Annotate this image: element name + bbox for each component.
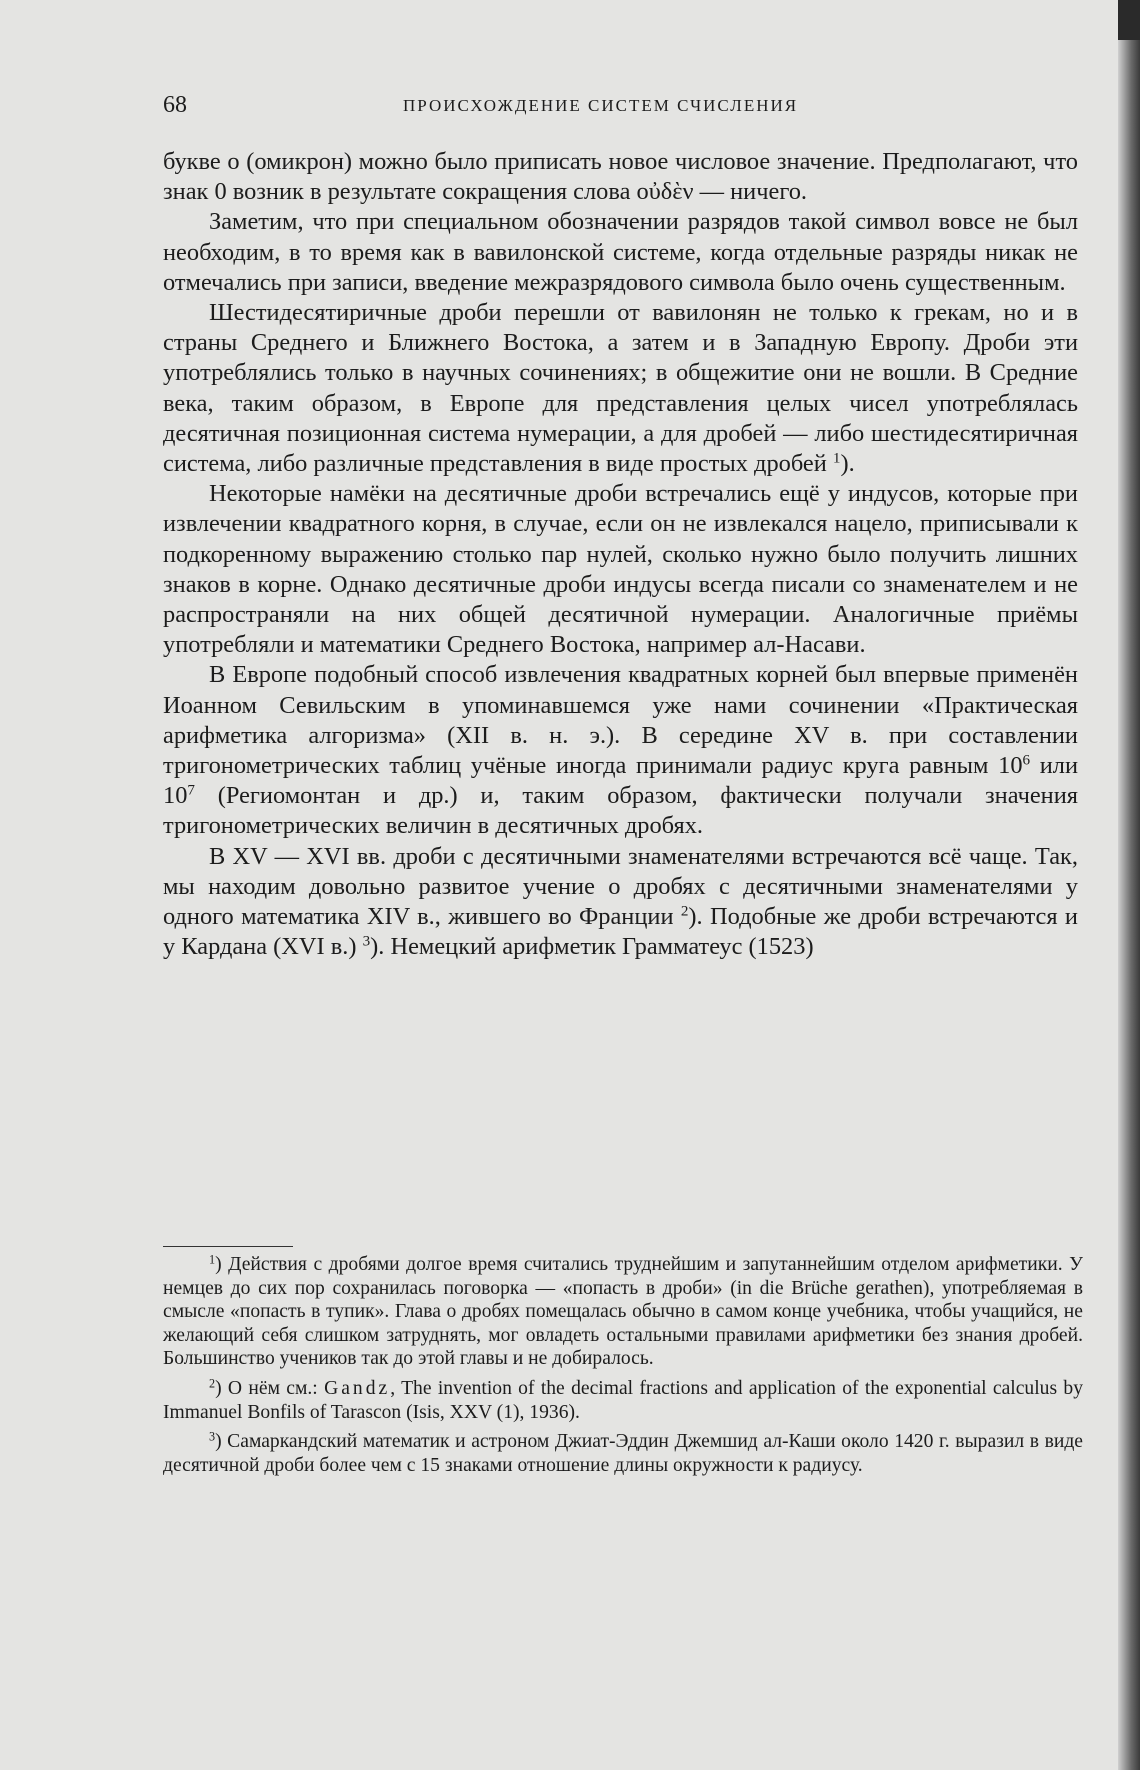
paragraph-3-end: ). (840, 450, 855, 478)
footnote-2 (163, 1377, 1083, 1424)
paragraph-3 (163, 298, 1078, 479)
page-edge-corner (1118, 0, 1140, 40)
footnote-divider (163, 1246, 293, 1247)
paragraph-4: Некоторые намёки на десятичные дроби встречались ещё у индусов, которые при извлечении квадратного корня, в случае, если он не извлекался нацело, приписывали к подкоренному выражению столько пар нулей, сколько нужно было получить лишних знаков в корне. Однако десятичные дроби индусы всегда писали со знаменателем и не распространяли на них общей десятичной нумерации. Аналогичные приёмы употребляли и математики Среднего Востока, например ал-Насави. (163, 480, 1078, 659)
footnote-ref-2: 2 (680, 903, 689, 920)
running-head: ПРОИСХОЖДЕНИЕ СИСТЕМ СЧИСЛЕНИЯ (403, 96, 799, 115)
footnote-1-text: ) Действия с дробями долгое время считались труднейшим и запутаннейшим отделом арифметики. У немцев до сих пор сохранилась поговорка — «попасть в дроби» (in die Brüche gerathen), употребляемая в смысле «попасть в тупик». Глава о дробях помещалась обычно в самом конце учебника, чтобы учащийся, не желающий себя слишком затруднять, мог овладеть остальными правилами арифметики без знания дробей. Большинство учеников так до этой главы и не добиралось. (163, 1254, 1083, 1370)
footnote-2-author: Gandz (324, 1377, 391, 1399)
main-text (163, 147, 1078, 962)
paragraph-6-part-b: ). Подобные же дроби встречаются и у Кардана (XVI в.) (163, 903, 1078, 961)
paragraph-6 (163, 842, 1078, 963)
footnote-ref-1: 1 (832, 450, 841, 467)
paragraph-6-part-c: ). Немецкий арифметик Грамматеус (1523) (370, 933, 814, 961)
paragraph-5-part-a: В Европе подобный способ извлечения квадратных корней был впервые применён Иоанном Севильским в упоминавшемся уже нами сочинении «Практическая арифметика алгоризма» (XII в. н. э.). В середине XV в. при составлении тригонометрических таблиц учёные иногда принимали радиус круга равным 10 (163, 661, 1078, 780)
exponent-6: 6 (1022, 752, 1031, 769)
footnote-2-text-a: ) О нём см.: (215, 1377, 325, 1399)
footnote-ref-3: 3 (362, 933, 371, 950)
paragraph-5-part-c: (Региомонтан и др.) и, таким образом, фактически получали значения тригонометрических величин в десятичных дробях. (163, 782, 1078, 840)
page-number: 68 (163, 92, 187, 118)
paragraph-3-text: Шестидесятиричные дроби перешли от вавилонян не только к грекам, но и в страны Среднего и Ближнего Востока, а затем и в Западную Европу. Дроби эти употреблялись только в научных сочинениях; в общежитие они не вошли. В Средние века, таким образом, в Европе для представления целых чисел употреблялась десятичная позиционная система нумерации, а для дробей — либо шестидесятиричная система, либо различные представления в виде простых дробей (163, 299, 1078, 478)
page-header (163, 92, 1083, 132)
footnote-1 (163, 1253, 1083, 1371)
footnote-3-mark: 3 (209, 1429, 216, 1444)
book-spine-shadow (1118, 0, 1140, 1770)
footnote-1-mark: 1 (209, 1252, 216, 1267)
paragraph-1: букве о (омикрон) можно было приписать новое числовое значение. Предполагают, что знак 0 возник в результате сокращения слова οὐδὲν — ничего. (163, 148, 1078, 206)
paragraph-5 (163, 660, 1078, 841)
footnote-3 (163, 1430, 1083, 1477)
paragraph-5-part-b: или 10 (163, 752, 1079, 810)
footnote-3-text: ) Самаркандский математик и астроном Джиат-Эддин Джемшид ал-Каши около 1420 г. выразил в виде десятичной дроби более чем с 15 знаками отношение длины окружности к радиусу. (163, 1431, 1083, 1476)
footnote-2-text-b: , The invention of the decimal fractions and application of the exponential calculus by Immanuel Bonfils of Tarascon (Isis, XXV (1), 1936). (163, 1377, 1083, 1423)
footnote-2-mark: 2 (209, 1376, 216, 1391)
paragraph-6-part-a: В XV — XVI вв. дроби с десятичными знаменателями встречаются всё чаще. Так, мы находим довольно развитое учение о дробях с десятичными знаменателями у одного математика XIV в., жившего во Франции (163, 842, 1078, 931)
paragraph-2: Заметим, что при специальном обозначении разрядов такой символ вовсе не был необходим, в то время как в вавилонской системе, когда отдельные разряды никак не отмечались при записи, введение межразрядового символа было очень существенным. (163, 208, 1078, 296)
footnotes (163, 1253, 1083, 1483)
exponent-7: 7 (187, 782, 195, 799)
